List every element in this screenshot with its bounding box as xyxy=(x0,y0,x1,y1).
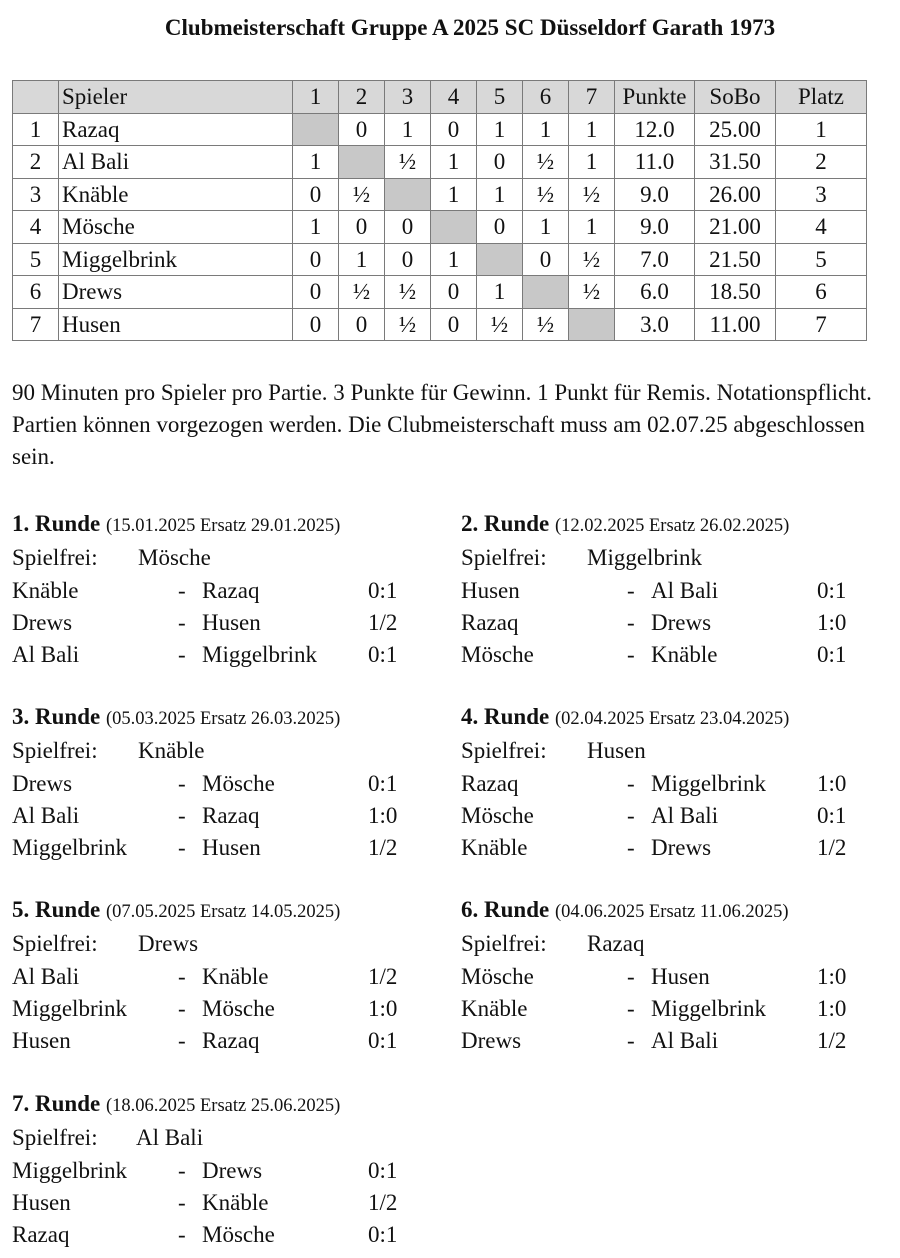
result-cell: 1 xyxy=(385,113,431,146)
result-cell: 1 xyxy=(523,113,569,146)
pairing-dash: - xyxy=(627,802,635,828)
spielfrei-line xyxy=(461,928,900,960)
pairing-row xyxy=(12,639,452,671)
black-player: Razaq xyxy=(202,577,260,603)
result-cell: 0 xyxy=(293,308,339,341)
result-cell: ½ xyxy=(569,276,615,309)
spielfrei-label: Spielfrei: xyxy=(12,545,98,571)
result-cell: 1 xyxy=(339,243,385,276)
round-date: (12.02.2025 Ersatz 26.02.2025) xyxy=(554,516,790,536)
white-player: Al Bali xyxy=(12,642,80,668)
pairing-score: 1:0 xyxy=(368,802,398,828)
white-player: Al Bali xyxy=(12,963,80,989)
row-rank: 6 xyxy=(13,276,59,309)
result-cell: 1 xyxy=(293,146,339,179)
spielfrei-label: Spielfrei: xyxy=(12,931,98,957)
header-col-1: 1 xyxy=(293,81,339,114)
pairing-row xyxy=(12,1187,452,1219)
white-player: Razaq xyxy=(461,770,519,796)
row-sobo: 21.50 xyxy=(695,243,776,276)
white-player: Knäble xyxy=(461,835,528,861)
pairing-row xyxy=(12,832,452,864)
black-player: Al Bali xyxy=(651,577,719,603)
result-self-cell xyxy=(339,146,385,179)
pairing-score: 1/2 xyxy=(368,835,398,861)
black-player: Husen xyxy=(202,835,261,861)
pairing-score: 1/2 xyxy=(368,1189,398,1215)
result-self-cell xyxy=(293,113,339,146)
pairing-dash: - xyxy=(178,802,186,828)
result-cell: 0 xyxy=(293,243,339,276)
table-row xyxy=(13,146,867,179)
result-cell: ½ xyxy=(385,146,431,179)
pairing-score: 1/2 xyxy=(817,835,847,861)
row-platz: 2 xyxy=(776,146,867,179)
result-self-cell xyxy=(523,276,569,309)
header-col-7: 7 xyxy=(569,81,615,114)
row-player-name: Drews xyxy=(59,276,293,309)
white-player: Husen xyxy=(12,1189,71,1215)
white-player: Mösche xyxy=(461,963,534,989)
round-label: 7. Runde xyxy=(12,1091,101,1116)
round-label: 5. Runde xyxy=(12,897,101,922)
result-cell: 1 xyxy=(293,211,339,244)
header-platz: Platz xyxy=(776,81,867,114)
page-title: Clubmeisterschaft Gruppe A 2025 SC Düsseldorf Garath 1973 xyxy=(164,15,776,40)
pairing-dash: - xyxy=(178,1189,186,1215)
row-rank: 4 xyxy=(13,211,59,244)
row-punkte: 9.0 xyxy=(615,211,695,244)
white-player: Miggelbrink xyxy=(12,835,127,861)
result-cell: 1 xyxy=(477,113,523,146)
result-cell: 1 xyxy=(431,178,477,211)
row-rank: 7 xyxy=(13,308,59,341)
pairing-dash: - xyxy=(178,835,186,861)
spielfrei-player: Husen xyxy=(587,738,646,764)
black-player: Knäble xyxy=(202,963,269,989)
header-rank xyxy=(13,81,59,114)
result-cell: 0 xyxy=(523,243,569,276)
result-cell: ½ xyxy=(385,276,431,309)
row-platz: 4 xyxy=(776,211,867,244)
result-cell: 1 xyxy=(477,276,523,309)
white-player: Husen xyxy=(12,1028,71,1054)
row-rank: 1 xyxy=(13,113,59,146)
result-self-cell xyxy=(431,211,477,244)
pairing-score: 0:1 xyxy=(368,577,398,603)
row-platz: 1 xyxy=(776,113,867,146)
result-cell: 1 xyxy=(569,146,615,179)
pairing-dash: - xyxy=(178,1157,186,1183)
header-punkte: Punkte xyxy=(615,81,695,114)
row-punkte: 12.0 xyxy=(615,113,695,146)
pairing-row xyxy=(461,575,900,607)
pairing-score: 0:1 xyxy=(817,642,847,668)
pairing-row xyxy=(12,1025,452,1057)
black-player: Miggelbrink xyxy=(202,642,317,668)
pairing-score: 0:1 xyxy=(368,1157,398,1183)
row-sobo: 11.00 xyxy=(695,308,776,341)
spielfrei-label: Spielfrei: xyxy=(12,738,98,764)
row-platz: 5 xyxy=(776,243,867,276)
standings-table xyxy=(12,80,867,341)
result-cell: 0 xyxy=(385,211,431,244)
white-player: Knäble xyxy=(461,995,528,1021)
table-row xyxy=(13,308,867,341)
spielfrei-player: Knäble xyxy=(138,738,205,764)
table-row xyxy=(13,276,867,309)
round-date: (18.06.2025 Ersatz 25.06.2025) xyxy=(105,1096,341,1116)
round-header xyxy=(461,701,900,735)
result-cell: 0 xyxy=(339,113,385,146)
pairing-dash: - xyxy=(178,577,186,603)
round-block-6 xyxy=(461,894,900,1057)
pairing-dash: - xyxy=(627,642,635,668)
pairing-row xyxy=(12,961,452,993)
spielfrei-label: Spielfrei: xyxy=(12,1125,98,1151)
pairing-dash: - xyxy=(627,995,635,1021)
pairing-row xyxy=(461,993,900,1025)
table-row xyxy=(13,243,867,276)
row-rank: 2 xyxy=(13,146,59,179)
pairing-row xyxy=(461,639,900,671)
pairing-row xyxy=(461,1025,900,1057)
spielfrei-line xyxy=(12,542,452,574)
result-cell: 0 xyxy=(293,276,339,309)
result-cell: ½ xyxy=(569,178,615,211)
row-punkte: 6.0 xyxy=(615,276,695,309)
header-col-2: 2 xyxy=(339,81,385,114)
row-sobo: 26.00 xyxy=(695,178,776,211)
row-player-name: Husen xyxy=(59,308,293,341)
row-punkte: 7.0 xyxy=(615,243,695,276)
spielfrei-player: Drews xyxy=(138,931,199,957)
pairing-score: 1/2 xyxy=(368,609,398,635)
spielfrei-line xyxy=(461,735,900,767)
round-date: (15.01.2025 Ersatz 29.01.2025) xyxy=(105,516,341,536)
black-player: Al Bali xyxy=(651,1028,719,1054)
header-sobo: SoBo xyxy=(695,81,776,114)
row-punkte: 9.0 xyxy=(615,178,695,211)
pairing-dash: - xyxy=(178,609,186,635)
pairing-dash: - xyxy=(627,1028,635,1054)
pairing-row xyxy=(12,768,452,800)
pairing-score: 1:0 xyxy=(817,770,847,796)
pairing-score: 1:0 xyxy=(817,995,847,1021)
black-player: Miggelbrink xyxy=(651,995,766,1021)
round-header xyxy=(12,1088,452,1122)
round-block-7 xyxy=(12,1088,452,1251)
row-sobo: 21.00 xyxy=(695,211,776,244)
row-platz: 3 xyxy=(776,178,867,211)
round-date: (02.04.2025 Ersatz 23.04.2025) xyxy=(554,709,790,729)
pairing-dash: - xyxy=(627,835,635,861)
pairing-row xyxy=(12,607,452,639)
pairing-score: 1/2 xyxy=(368,963,398,989)
result-cell: 0 xyxy=(339,308,385,341)
result-cell: ½ xyxy=(339,276,385,309)
row-punkte: 3.0 xyxy=(615,308,695,341)
round-label: 6. Runde xyxy=(461,897,550,922)
pairing-row xyxy=(461,768,900,800)
result-cell: 1 xyxy=(523,211,569,244)
pairing-score: 0:1 xyxy=(368,1028,398,1054)
black-player: Miggelbrink xyxy=(651,770,766,796)
white-player: Drews xyxy=(12,609,73,635)
spielfrei-player: Miggelbrink xyxy=(587,545,702,571)
result-cell: 0 xyxy=(431,308,477,341)
result-self-cell xyxy=(569,308,615,341)
pairing-score: 1:0 xyxy=(817,963,847,989)
row-rank: 5 xyxy=(13,243,59,276)
white-player: Miggelbrink xyxy=(12,995,127,1021)
pairing-score: 1:0 xyxy=(817,609,847,635)
round-header xyxy=(461,508,900,542)
row-rank: 3 xyxy=(13,178,59,211)
pairing-row xyxy=(461,607,900,639)
white-player: Razaq xyxy=(12,1222,70,1248)
black-player: Mösche xyxy=(202,1222,275,1248)
result-cell: ½ xyxy=(523,308,569,341)
pairing-score: 1:0 xyxy=(368,995,398,1021)
rules-text: 90 Minuten pro Spieler pro Partie. 3 Punkte für Gewinn. 1 Punkt für Remis. Notationspflicht. Partien können vorgezogen werden. Die Clubmeisterschaft muss am 02.07.25 abgeschlossen sein. xyxy=(12,380,872,469)
spielfrei-player: Razaq xyxy=(587,931,645,957)
white-player: Mösche xyxy=(461,802,534,828)
black-player: Razaq xyxy=(202,1028,260,1054)
round-label: 3. Runde xyxy=(12,704,101,729)
white-player: Miggelbrink xyxy=(12,1157,127,1183)
round-header xyxy=(12,894,452,928)
black-player: Al Bali xyxy=(651,802,719,828)
pairing-score: 0:1 xyxy=(817,577,847,603)
pairing-dash: - xyxy=(627,770,635,796)
pairing-dash: - xyxy=(178,995,186,1021)
spielfrei-line xyxy=(12,1122,452,1154)
row-player-name: Razaq xyxy=(59,113,293,146)
result-cell: 1 xyxy=(431,243,477,276)
black-player: Husen xyxy=(202,609,261,635)
result-cell: 0 xyxy=(431,276,477,309)
row-sobo: 18.50 xyxy=(695,276,776,309)
result-cell: 1 xyxy=(477,178,523,211)
row-punkte: 11.0 xyxy=(615,146,695,179)
result-cell: 0 xyxy=(431,113,477,146)
row-sobo: 31.50 xyxy=(695,146,776,179)
pairing-dash: - xyxy=(627,609,635,635)
round-date: (05.03.2025 Ersatz 26.03.2025) xyxy=(105,709,341,729)
row-sobo: 25.00 xyxy=(695,113,776,146)
spielfrei-player: Al Bali xyxy=(136,1125,204,1151)
table-row xyxy=(13,178,867,211)
pairing-row xyxy=(461,800,900,832)
row-player-name: Knäble xyxy=(59,178,293,211)
result-cell: 1 xyxy=(431,146,477,179)
spielfrei-line xyxy=(461,542,900,574)
pairing-score: 0:1 xyxy=(368,770,398,796)
table-row xyxy=(13,113,867,146)
result-cell: 0 xyxy=(477,211,523,244)
black-player: Drews xyxy=(651,609,712,635)
white-player: Drews xyxy=(461,1028,522,1054)
row-player-name: Al Bali xyxy=(59,146,293,179)
black-player: Husen xyxy=(651,963,710,989)
pairing-dash: - xyxy=(178,963,186,989)
pairing-dash: - xyxy=(178,642,186,668)
round-header xyxy=(461,894,900,928)
round-label: 2. Runde xyxy=(461,511,550,536)
pairing-row xyxy=(12,993,452,1025)
black-player: Knäble xyxy=(202,1189,269,1215)
white-player: Knäble xyxy=(12,577,79,603)
black-player: Drews xyxy=(202,1157,263,1183)
pairing-dash: - xyxy=(178,770,186,796)
pairing-row xyxy=(12,1155,452,1187)
round-label: 1. Runde xyxy=(12,511,101,536)
black-player: Mösche xyxy=(202,770,275,796)
row-player-name: Mösche xyxy=(59,211,293,244)
result-cell: 0 xyxy=(339,211,385,244)
result-cell: ½ xyxy=(523,146,569,179)
white-player: Al Bali xyxy=(12,802,80,828)
result-self-cell xyxy=(385,178,431,211)
white-player: Drews xyxy=(12,770,73,796)
result-cell: ½ xyxy=(523,178,569,211)
pairing-row xyxy=(461,832,900,864)
result-cell: ½ xyxy=(385,308,431,341)
header-col-5: 5 xyxy=(477,81,523,114)
pairing-row xyxy=(12,800,452,832)
pairing-dash: - xyxy=(627,963,635,989)
row-platz: 6 xyxy=(776,276,867,309)
pairing-score: 0:1 xyxy=(368,642,398,668)
result-cell: 1 xyxy=(569,113,615,146)
round-block-2 xyxy=(461,508,900,671)
pairing-dash: - xyxy=(627,577,635,603)
round-block-3 xyxy=(12,701,452,864)
round-block-5 xyxy=(12,894,452,1057)
spielfrei-label: Spielfrei: xyxy=(461,738,547,764)
header-col-3: 3 xyxy=(385,81,431,114)
result-cell: ½ xyxy=(339,178,385,211)
round-header xyxy=(12,701,452,735)
header-col-4: 4 xyxy=(431,81,477,114)
pairing-row xyxy=(12,575,452,607)
header-spieler: Spieler xyxy=(59,81,293,114)
white-player: Razaq xyxy=(461,609,519,635)
round-block-4 xyxy=(461,701,900,864)
spielfrei-line xyxy=(12,735,452,767)
spielfrei-line xyxy=(12,928,452,960)
result-cell: ½ xyxy=(477,308,523,341)
table-row xyxy=(13,211,867,244)
round-date: (04.06.2025 Ersatz 11.06.2025) xyxy=(554,902,789,922)
round-label: 4. Runde xyxy=(461,704,550,729)
result-cell: ½ xyxy=(569,243,615,276)
table-header-row xyxy=(13,81,867,114)
white-player: Husen xyxy=(461,577,520,603)
row-platz: 7 xyxy=(776,308,867,341)
spielfrei-player: Mösche xyxy=(138,545,211,571)
pairing-dash: - xyxy=(178,1028,186,1054)
result-self-cell xyxy=(477,243,523,276)
pairing-score: 0:1 xyxy=(817,802,847,828)
black-player: Knäble xyxy=(651,642,718,668)
result-cell: 0 xyxy=(477,146,523,179)
round-block-1 xyxy=(12,508,452,671)
pairing-row xyxy=(461,961,900,993)
pairing-row xyxy=(12,1219,452,1251)
pairing-dash: - xyxy=(178,1222,186,1248)
result-cell: 0 xyxy=(293,178,339,211)
spielfrei-label: Spielfrei: xyxy=(461,931,547,957)
row-player-name: Miggelbrink xyxy=(59,243,293,276)
header-col-6: 6 xyxy=(523,81,569,114)
round-header xyxy=(12,508,452,542)
white-player: Mösche xyxy=(461,642,534,668)
round-date: (07.05.2025 Ersatz 14.05.2025) xyxy=(105,902,341,922)
black-player: Mösche xyxy=(202,995,275,1021)
pairing-score: 1/2 xyxy=(817,1028,847,1054)
result-cell: 1 xyxy=(569,211,615,244)
result-cell: 0 xyxy=(385,243,431,276)
black-player: Drews xyxy=(651,835,712,861)
spielfrei-label: Spielfrei: xyxy=(461,545,547,571)
pairing-score: 0:1 xyxy=(368,1222,398,1248)
black-player: Razaq xyxy=(202,802,260,828)
